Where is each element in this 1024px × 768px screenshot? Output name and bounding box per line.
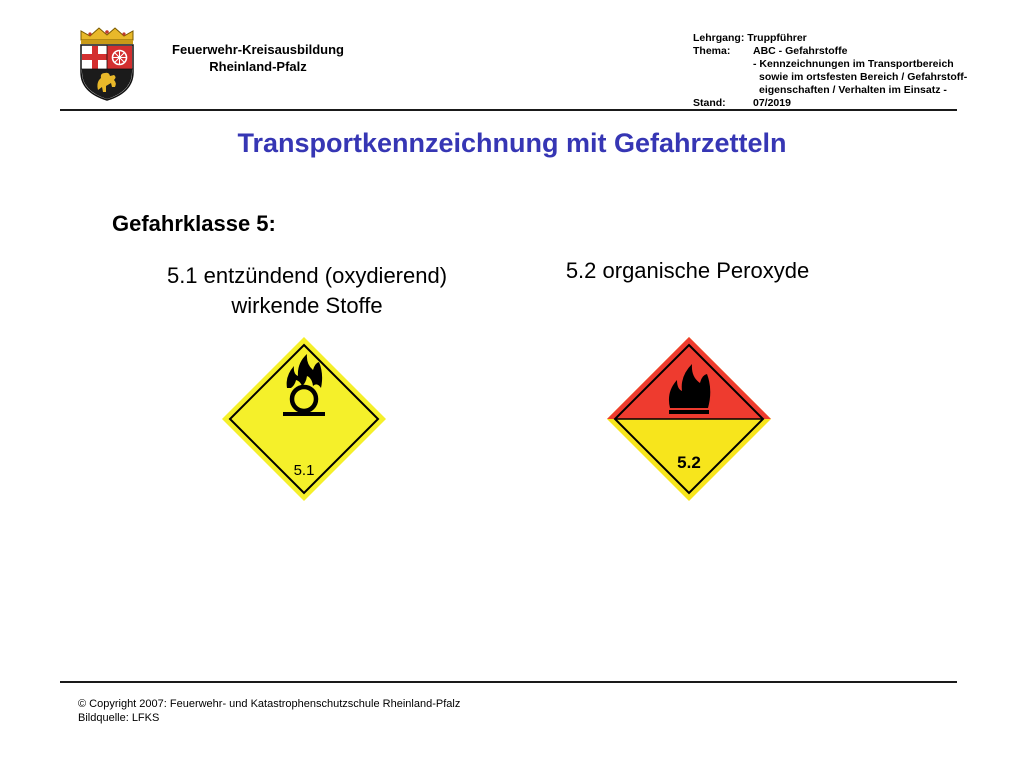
page-title: Transportkennzeichnung mit Gefahrzetteln (237, 128, 787, 158)
course-info (693, 32, 1013, 110)
topic-label: Thema: (693, 45, 731, 57)
footer (78, 697, 460, 725)
rhineland-palatinate-crest-icon (76, 26, 138, 102)
caption-class-5-2: 5.2 organische Peroxyde (565, 258, 810, 283)
caption-5-1-line-2: wirkende Stoffe (231, 293, 383, 318)
course-label: Lehrgang: (693, 32, 745, 44)
status-value: 07/2019 (753, 97, 791, 109)
org-line-1: Feuerwehr-Kreisausbildung (172, 42, 344, 57)
copyright-text: © Copyright 2007: Feuerwehr- und Katastrophenschutzschule Rheinland-Pfalz (78, 698, 461, 710)
image-source-text: Bildquelle: LFKS (78, 712, 160, 724)
topic-value: ABC - Gefahrstoffe (753, 45, 848, 57)
sign-number-5-1: 5.1 (293, 462, 315, 479)
footer-divider (60, 681, 957, 683)
hazard-label-5-1 (221, 336, 387, 502)
org-line-2: Rheinland-Pfalz (209, 59, 307, 74)
topic-line-4: eigenschaften / Verhalten im Einsatz - (759, 84, 947, 96)
status-label: Stand: (693, 97, 726, 109)
hazard-label-5-2 (606, 336, 772, 502)
class-heading: Gefahrklasse 5: (112, 211, 276, 236)
topic-line-2: - Kennzeichnungen im Transportbereich (753, 58, 954, 70)
topic-line-3: sowie im ortsfesten Bereich / Gefahrstoff- (759, 71, 968, 83)
caption-class-5-1 (132, 261, 482, 321)
caption-5-1-line-1: 5.1 entzündend (oxydierend) (166, 263, 448, 288)
course-value: Truppführer (747, 32, 807, 44)
sign-number-5-2: 5.2 (677, 453, 701, 472)
organization-name (150, 41, 366, 75)
header-divider (60, 109, 957, 111)
